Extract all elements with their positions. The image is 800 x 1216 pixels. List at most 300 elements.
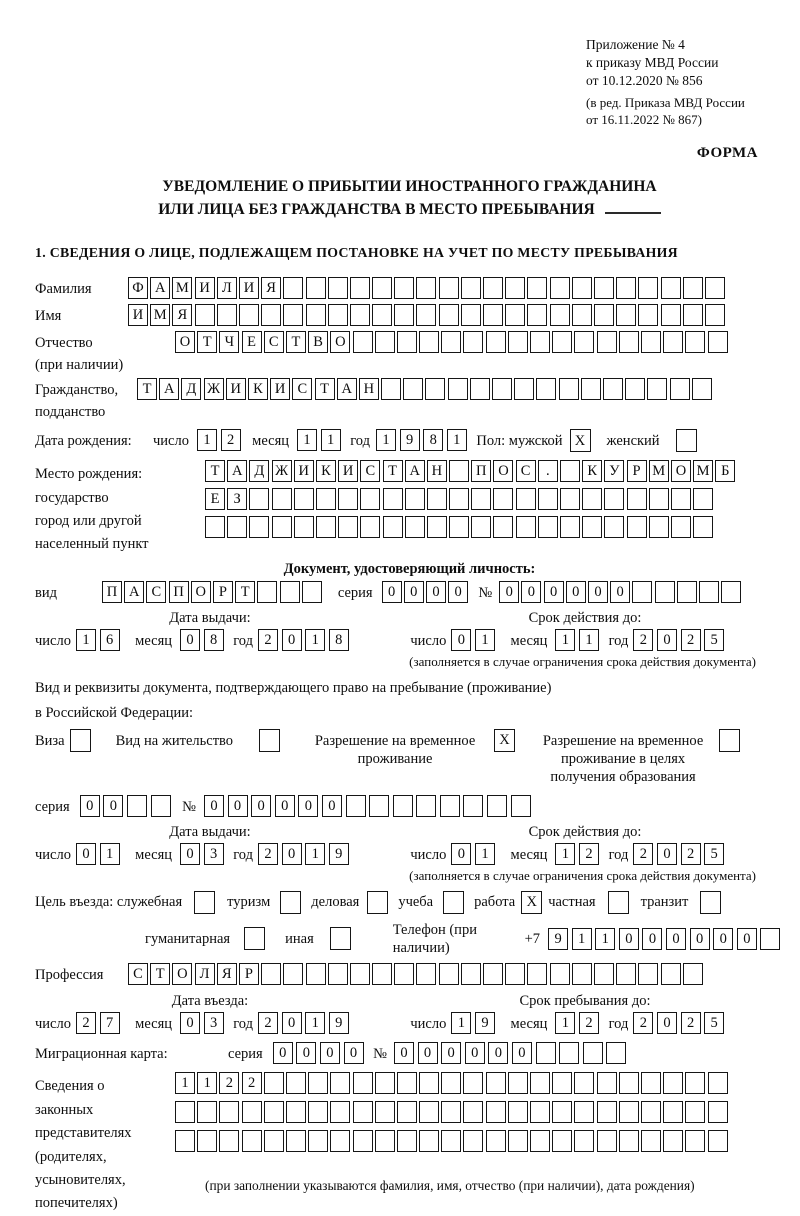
- cell: 0: [298, 795, 318, 817]
- cell: [346, 795, 366, 817]
- cell: [625, 378, 645, 400]
- cell: 0: [103, 795, 123, 817]
- cell: [527, 304, 547, 326]
- cell: [239, 304, 259, 326]
- phone-label: Телефон (при наличии): [392, 921, 477, 956]
- cell: Р: [239, 963, 259, 985]
- annex-line-3: от 10.12.2020 № 856: [586, 73, 703, 89]
- annex-line-1: Приложение № 4: [586, 37, 685, 52]
- cell: 1: [305, 629, 325, 651]
- cell: [306, 277, 326, 299]
- representatives-cells-row2: [175, 1101, 730, 1123]
- cell: [581, 378, 601, 400]
- purpose-work-label: работа: [474, 894, 516, 911]
- cell: [195, 304, 215, 326]
- cell: 0: [451, 843, 471, 865]
- cell: 8: [204, 629, 224, 651]
- cell: [286, 1130, 306, 1152]
- cell: Р: [213, 581, 233, 603]
- stay-doc-valid-year-cells: [633, 843, 727, 865]
- cell: [516, 488, 536, 510]
- cell: [708, 1072, 728, 1094]
- cell: 1: [555, 1012, 575, 1034]
- cell: 2: [258, 843, 278, 865]
- cell: [708, 331, 728, 353]
- cell: [708, 1101, 728, 1123]
- cell: О: [330, 331, 350, 353]
- cell: 1: [197, 1072, 217, 1094]
- cell: С: [128, 963, 148, 985]
- cell: [360, 516, 380, 538]
- cell: [416, 304, 436, 326]
- birth-place-label: Место рождения: государство город или другой населенный пункт: [35, 466, 149, 552]
- stay-doc-issue-year-label: год: [233, 847, 253, 864]
- cell: [550, 963, 570, 985]
- cell: 0: [322, 795, 342, 817]
- cell: [685, 331, 705, 353]
- cell: [483, 277, 503, 299]
- residence-permit-checkbox: [259, 729, 280, 752]
- purpose-work-checkbox: X: [521, 891, 542, 914]
- cell: 0: [488, 1042, 508, 1064]
- stay-doc-valid-day-cells: [451, 843, 498, 865]
- cell: 1: [579, 629, 599, 651]
- cell: [671, 516, 691, 538]
- cell: [261, 304, 281, 326]
- birth-day-cells: [197, 429, 244, 451]
- cell: [353, 331, 373, 353]
- cell: [397, 331, 417, 353]
- cell: Н: [427, 460, 447, 482]
- cell: И: [195, 277, 215, 299]
- cell: Ч: [219, 331, 239, 353]
- cell: [328, 277, 348, 299]
- stay-doc-valid-month-cells: [555, 843, 602, 865]
- cell: 2: [681, 1012, 701, 1034]
- cell: 6: [100, 629, 120, 651]
- cell: К: [248, 378, 268, 400]
- cell: Я: [217, 963, 237, 985]
- cell: 0: [180, 629, 200, 651]
- cell: [550, 277, 570, 299]
- cell: [375, 331, 395, 353]
- cell: [492, 378, 512, 400]
- doc-valid-year-cells: [633, 629, 727, 651]
- cell: [328, 304, 348, 326]
- purpose-study-checkbox: [443, 891, 464, 914]
- cell: С: [516, 460, 536, 482]
- rvp-label: Разрешение на временное проживание: [314, 732, 476, 768]
- cell: [294, 488, 314, 510]
- cell: [572, 963, 592, 985]
- cell: Е: [205, 488, 225, 510]
- cell: [560, 460, 580, 482]
- cell: 0: [588, 581, 608, 603]
- cell: 0: [382, 581, 402, 603]
- surname-label: Фамилия: [35, 280, 92, 297]
- cell: Т: [205, 460, 225, 482]
- cell: [397, 1130, 417, 1152]
- cell: П: [471, 460, 491, 482]
- stay-doc-issue-month-cells: [180, 843, 227, 865]
- purpose-transit-label: транзит: [640, 894, 689, 911]
- cell: [151, 795, 171, 817]
- migration-card-series-cells: [273, 1042, 367, 1064]
- cell: [330, 1101, 350, 1123]
- cell: [705, 277, 725, 299]
- cell: [316, 516, 336, 538]
- cell: Б: [715, 460, 735, 482]
- cell: 0: [619, 928, 639, 950]
- doc-series-label: серия: [337, 585, 373, 602]
- cell: 2: [633, 1012, 653, 1034]
- cell: 1: [297, 429, 317, 451]
- cell: [403, 378, 423, 400]
- cell: [257, 581, 277, 603]
- cell: М: [150, 304, 170, 326]
- name-cells: [128, 304, 727, 326]
- cell: [308, 1072, 328, 1094]
- cell: [330, 1130, 350, 1152]
- doc-number-cells: [499, 581, 743, 603]
- cell: [197, 1101, 217, 1123]
- cell: [127, 795, 147, 817]
- cell: 1: [76, 629, 96, 651]
- cell: 2: [242, 1072, 262, 1094]
- cell: [487, 795, 507, 817]
- cell: [663, 331, 683, 353]
- cell: [594, 304, 614, 326]
- cell: [616, 277, 636, 299]
- cell: [449, 516, 469, 538]
- stay-doc-series-label: серия: [35, 799, 70, 816]
- cell: [572, 304, 592, 326]
- stay-until-day-label: число: [410, 1016, 447, 1033]
- doc-issue-heading: Дата выдачи:: [169, 610, 251, 627]
- cell: [552, 331, 572, 353]
- cell: [708, 1130, 728, 1152]
- cell: [641, 1130, 661, 1152]
- cell: 0: [282, 1012, 302, 1034]
- form-title: [35, 175, 784, 222]
- cell: [405, 488, 425, 510]
- stay-doc-issue-heading: Дата выдачи:: [169, 824, 251, 841]
- cell: [530, 1072, 550, 1094]
- cell: 1: [197, 429, 217, 451]
- cell: Ж: [204, 378, 224, 400]
- patronymic-label: Отчество (при наличии): [35, 334, 124, 374]
- citizenship-row: [35, 378, 784, 421]
- cell: [616, 304, 636, 326]
- purpose-other-checkbox: [330, 927, 351, 950]
- cell: [516, 516, 536, 538]
- profession-row: [35, 963, 784, 985]
- cell: [649, 488, 669, 510]
- birth-place-cells-row2: [205, 488, 738, 510]
- cell: [441, 1101, 461, 1123]
- cell: [583, 1042, 603, 1064]
- cell: 0: [737, 928, 757, 950]
- cell: [338, 488, 358, 510]
- stay-doc-series-row: [35, 795, 784, 817]
- cell: [661, 963, 681, 985]
- cell: [638, 277, 658, 299]
- cell: [175, 1130, 195, 1152]
- cell: 0: [228, 795, 248, 817]
- cell: [280, 581, 300, 603]
- cell: 0: [666, 928, 686, 950]
- cell: [582, 488, 602, 510]
- cell: 0: [418, 1042, 438, 1064]
- cell: [663, 1101, 683, 1123]
- cell: [552, 1072, 572, 1094]
- cell: [449, 488, 469, 510]
- cell: 2: [633, 843, 653, 865]
- cell: [448, 378, 468, 400]
- cell: О: [493, 460, 513, 482]
- surname-row: [35, 277, 784, 299]
- cell: [594, 277, 614, 299]
- doc-valid-year-label: год: [608, 633, 629, 650]
- cell: 0: [251, 795, 271, 817]
- name-label: Имя: [35, 307, 62, 324]
- cell: [416, 963, 436, 985]
- cell: 2: [76, 1012, 96, 1034]
- cell: [661, 304, 681, 326]
- form-title-line-1: УВЕДОМЛЕНИЕ О ПРИБЫТИИ ИНОСТРАННОГО ГРАЖДАНИНА: [162, 178, 657, 196]
- annex-block: [35, 36, 784, 128]
- cell: [338, 516, 358, 538]
- doc-valid-heading: Срок действия до:: [528, 610, 642, 627]
- cell: [175, 1101, 195, 1123]
- cell: [683, 963, 703, 985]
- cell: [427, 488, 447, 510]
- cell: [416, 795, 436, 817]
- cell: [463, 1130, 483, 1152]
- cell: [527, 963, 547, 985]
- cell: [574, 1101, 594, 1123]
- cell: [641, 1072, 661, 1094]
- cell: 1: [475, 629, 495, 651]
- stay-doc-options-row: [35, 729, 784, 786]
- cell: 0: [76, 843, 96, 865]
- cell: [552, 1130, 572, 1152]
- cell: [486, 1101, 506, 1123]
- migration-card-row: [35, 1042, 784, 1064]
- cell: [530, 331, 550, 353]
- cell: С: [146, 581, 166, 603]
- cell: 1: [321, 429, 341, 451]
- cell: [560, 516, 580, 538]
- cell: [536, 1042, 556, 1064]
- form-word: ФОРМА: [696, 145, 758, 162]
- cell: [483, 304, 503, 326]
- cell: М: [693, 460, 713, 482]
- purpose-tourism-label: туризм: [227, 894, 271, 911]
- cell: [641, 1101, 661, 1123]
- cell: [425, 378, 445, 400]
- cell: [663, 1130, 683, 1152]
- cell: [353, 1101, 373, 1123]
- cell: [372, 304, 392, 326]
- purpose-private-label: частная: [548, 894, 596, 911]
- stay-doc-line2: в Российской Федерации:: [35, 704, 194, 721]
- cell: М: [649, 460, 669, 482]
- cell: [606, 1042, 626, 1064]
- cell: Р: [627, 460, 647, 482]
- form-title-line-2: ИЛИ ЛИЦА БЕЗ ГРАЖДАНСТВА В МЕСТО ПРЕБЫВАНИЯ: [35, 198, 784, 221]
- migration-card-number-cells: [394, 1042, 630, 1064]
- cell: 1: [376, 429, 396, 451]
- cell: [461, 277, 481, 299]
- purpose-transit-checkbox: [700, 891, 721, 914]
- cell: [527, 277, 547, 299]
- cell: [369, 795, 389, 817]
- cell: [594, 963, 614, 985]
- cell: И: [226, 378, 246, 400]
- cell: Ж: [272, 460, 292, 482]
- cell: 2: [579, 843, 599, 865]
- cell: [375, 1101, 395, 1123]
- cell: 2: [258, 629, 278, 651]
- cell: [671, 488, 691, 510]
- cell: [394, 277, 414, 299]
- identity-doc-note: (заполняется в случае ограничения срока действия документа): [409, 654, 756, 670]
- annex-note-line-1: (в ред. Приказа МВД России: [586, 94, 745, 110]
- birth-year-cells: [376, 429, 470, 451]
- cell: [699, 581, 719, 603]
- purpose-commercial-label: деловая: [311, 894, 360, 911]
- cell: 0: [426, 581, 446, 603]
- cell: [405, 516, 425, 538]
- cell: [483, 963, 503, 985]
- cell: 5: [704, 1012, 724, 1034]
- cell: [272, 488, 292, 510]
- cell: [283, 963, 303, 985]
- cell: [493, 516, 513, 538]
- entry-year-label: год: [233, 1016, 253, 1033]
- cell: [463, 795, 483, 817]
- visa-checkbox: [70, 729, 91, 752]
- stay-doc-dates-row: [35, 843, 784, 865]
- cell: Л: [217, 277, 237, 299]
- cell: [205, 516, 225, 538]
- cell: [536, 378, 556, 400]
- cell: [217, 304, 237, 326]
- entry-day-cells: [76, 1012, 123, 1034]
- cell: 3: [204, 1012, 224, 1034]
- cell: [227, 516, 247, 538]
- cell: 0: [282, 629, 302, 651]
- cell: [461, 304, 481, 326]
- doc-issue-year-label: год: [233, 633, 253, 650]
- citizenship-cells: [137, 378, 714, 400]
- stay-until-year-label: год: [608, 1016, 629, 1033]
- cell: И: [294, 460, 314, 482]
- cell: Т: [137, 378, 157, 400]
- cell: [306, 304, 326, 326]
- entry-date-headings: [35, 992, 784, 1010]
- cell: [693, 516, 713, 538]
- birth-month-cells: [297, 429, 344, 451]
- cell: [530, 1101, 550, 1123]
- cell: [261, 963, 281, 985]
- birth-year-label: год: [350, 433, 370, 450]
- stay-doc-valid-year-label: год: [608, 847, 629, 864]
- entry-month-label: месяц: [135, 1016, 173, 1033]
- cell: 8: [329, 629, 349, 651]
- stay-doc-number-label: №: [182, 799, 196, 816]
- cell: [353, 1072, 373, 1094]
- cell: [760, 928, 780, 950]
- cell: Т: [150, 963, 170, 985]
- cell: [493, 488, 513, 510]
- cell: А: [150, 277, 170, 299]
- cell: [461, 963, 481, 985]
- cell: [397, 1101, 417, 1123]
- cell: 2: [579, 1012, 599, 1034]
- stay-until-month-cells: [555, 1012, 602, 1034]
- stay-doc-line1: Вид и реквизиты документа, подтверждающего право на пребывание (проживание): [35, 679, 552, 696]
- cell: Д: [249, 460, 269, 482]
- rvp-education-label: Разрешение на временное проживание в целях получения образования: [542, 732, 704, 786]
- cell: [383, 488, 403, 510]
- sex-male-checkbox: X: [570, 429, 591, 452]
- cell: [440, 795, 460, 817]
- cell: 0: [451, 629, 471, 651]
- cell: [683, 304, 703, 326]
- residence-permit-label: Вид на жительство: [115, 732, 234, 749]
- cell: И: [128, 304, 148, 326]
- identity-doc-heading: Документ, удостоверяющий личность:: [283, 561, 536, 578]
- cell: [550, 304, 570, 326]
- profession-cells: [128, 963, 705, 985]
- purpose-other-label: иная: [285, 930, 314, 947]
- cell: [439, 277, 459, 299]
- cell: [375, 1130, 395, 1152]
- cell: [294, 516, 314, 538]
- cell: [616, 963, 636, 985]
- cell: [441, 331, 461, 353]
- cell: [394, 963, 414, 985]
- cell: [328, 963, 348, 985]
- stay-until-month-label: месяц: [510, 1016, 548, 1033]
- purpose-business-trip-checkbox: [194, 891, 215, 914]
- cell: 9: [400, 429, 420, 451]
- cell: [463, 1072, 483, 1094]
- cell: 0: [275, 795, 295, 817]
- profession-label: Профессия: [35, 966, 104, 983]
- cell: [439, 304, 459, 326]
- cell: [670, 378, 690, 400]
- cell: [249, 488, 269, 510]
- cell: 0: [544, 581, 564, 603]
- phone-prefix: +7: [524, 930, 541, 947]
- doc-issue-day-cells: [76, 629, 123, 651]
- cell: [249, 516, 269, 538]
- cell: А: [405, 460, 425, 482]
- cell: [372, 277, 392, 299]
- cell: [661, 277, 681, 299]
- cell: Т: [383, 460, 403, 482]
- cell: [597, 1072, 617, 1094]
- entry-dates-row: [35, 1012, 784, 1034]
- cell: 1: [100, 843, 120, 865]
- entry-month-cells: [180, 1012, 227, 1034]
- representatives-label: Сведения о законных представителях (родителях, усыновителях, попечителях): [35, 1078, 132, 1212]
- stay-doc-date-headings: [35, 823, 784, 841]
- doc-valid-month-label: месяц: [510, 633, 548, 650]
